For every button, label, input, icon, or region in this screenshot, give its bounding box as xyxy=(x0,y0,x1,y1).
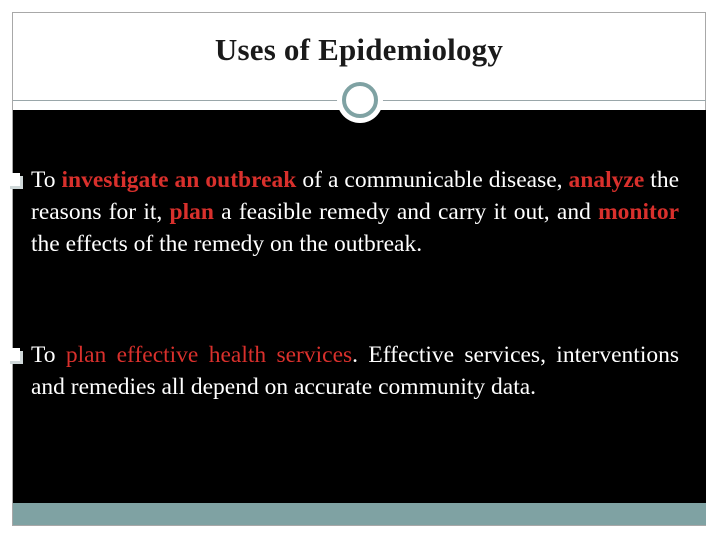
highlight-analyze: analyze xyxy=(568,167,645,193)
ring-connector-icon xyxy=(337,77,383,123)
bullet-text-segment: a feasible remedy and carry it out, and xyxy=(213,199,599,225)
bullet-text-segment: of a communicable disease, xyxy=(296,167,569,193)
bullet-text-segment: To xyxy=(31,342,66,368)
highlight-monitor: monitor xyxy=(598,199,680,225)
bullet-item-2 xyxy=(31,339,679,403)
slide-title: Uses of Epidemiology xyxy=(214,32,504,67)
bullet-text-segment: the reasons for it, xyxy=(31,167,679,225)
square-bullet-icon xyxy=(7,348,23,364)
highlight-plan: plan xyxy=(169,199,214,225)
bullet-text-segment: To xyxy=(31,167,62,193)
highlight-investigate-outbreak: investigate an outbreak xyxy=(61,167,297,193)
square-bullet-icon xyxy=(7,173,23,189)
footer-bar xyxy=(13,503,706,525)
ring-inner xyxy=(342,82,378,118)
bullet-item-1 xyxy=(31,164,679,260)
highlight-plan-health-services: plan effective health services xyxy=(65,342,353,368)
bullet-text-segment: the effects of the remedy on the outbreak. xyxy=(31,231,423,257)
bullet-text-segment: . Effective services, interventions and remedies all depend on accurate community data. xyxy=(31,342,679,400)
